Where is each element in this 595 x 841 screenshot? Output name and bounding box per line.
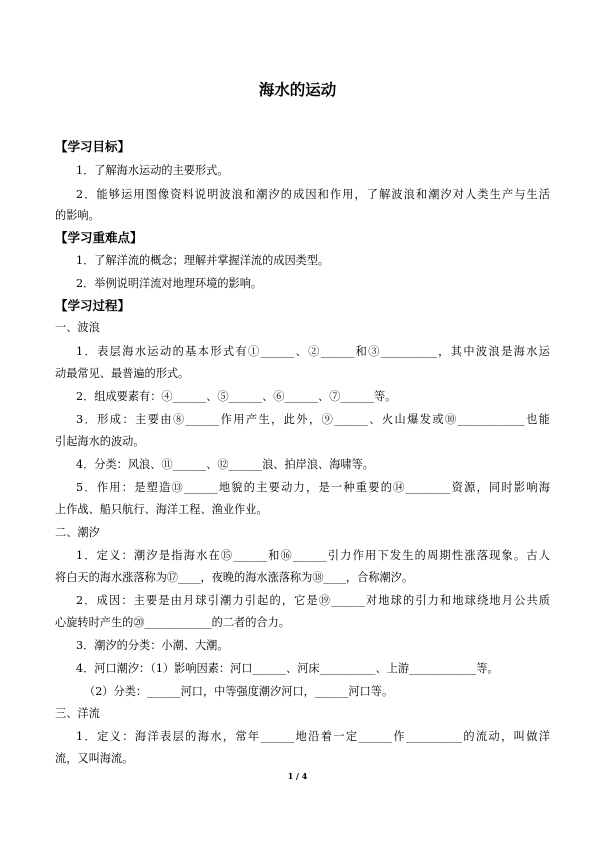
section-process-header: 【学习过程】 — [55, 298, 131, 313]
currents-line: 1．定义：海洋表层的海水，常年______地沿着一定______作__________的流动，叫做洋 — [76, 730, 550, 743]
tides-line: 1．定义：潮汐是指海水在⑮______和⑯______引力作用下发生的周期性涨落现象。古人 — [76, 549, 550, 562]
goal-line: 的影响。 — [55, 209, 100, 222]
waves-line: 引起海水的波动。 — [55, 435, 145, 448]
tides-line: 4．河口潮汐：（1）影响因素：河口______、河床__________、上游____________等。 — [76, 662, 499, 675]
tides-line: 将白天的海水涨落称为⑰____，夜晚的海水涨落称为⑱____，合称潮汐。 — [55, 571, 414, 584]
section-keypoints-header: 【学习重难点】 — [55, 230, 143, 245]
page-number: 1 / 4 — [287, 771, 308, 781]
currents-line: 流，又叫海流。 — [55, 752, 134, 765]
waves-line: 上作战、船只航行、海洋工程、渔业作业。 — [55, 503, 268, 516]
tides-heading: 二、潮汐 — [55, 526, 100, 539]
currents-heading: 三、洋流 — [55, 707, 100, 720]
waves-heading: 一、波浪 — [55, 321, 100, 334]
keypoint-line: 2．举例说明洋流对地理环境的影响。 — [76, 277, 263, 290]
goal-line: 2．能够运用图像资料说明波浪和潮汐的成因和作用，了解波浪和潮汐对人类生产与生活 — [76, 188, 550, 201]
waves-line: 3．形成：主要由⑧______作用产生，此外，⑨______、火山爆发或⑩____________也能 — [76, 413, 550, 426]
waves-line: 1．表层海水运动的基本形式有①______、②______和③__________，其中波浪是海水运 — [76, 345, 550, 358]
waves-line: 5．作用：是塑造⑬______地貌的主要动力，是一种重要的⑭________资源，同时影响海 — [76, 481, 550, 494]
waves-line: 4．分类：风浪、⑪______、⑫______浪、拍岸浪、海啸等。 — [76, 458, 374, 471]
page-title: 海水的运动 — [258, 81, 337, 99]
waves-line: 2．组成要素有：④______、⑤______、⑥______、⑦______等。 — [76, 390, 397, 403]
tides-line: 2．成因：主要是由月球引潮力引起的，它是⑲______对地球的引力和地球绕地月公共质 — [76, 594, 550, 607]
keypoint-line: 1．了解洋流的概念；理解并掌握洋流的成因类型。 — [76, 254, 330, 267]
section-goals-header: 【学习目标】 — [55, 139, 131, 154]
goal-line: 1．了解海水运动的主要形式。 — [76, 164, 229, 177]
tides-line: 心旋转时产生的⑳____________的二者的合力。 — [55, 616, 290, 629]
tides-line: 3．潮汐的分类：小潮、大潮。 — [76, 639, 229, 652]
waves-line: 动最常见、最普遍的形式。 — [55, 367, 190, 380]
tides-line: （2）分类：______河口，中等强度潮汐河口，______河口等。 — [84, 685, 394, 698]
